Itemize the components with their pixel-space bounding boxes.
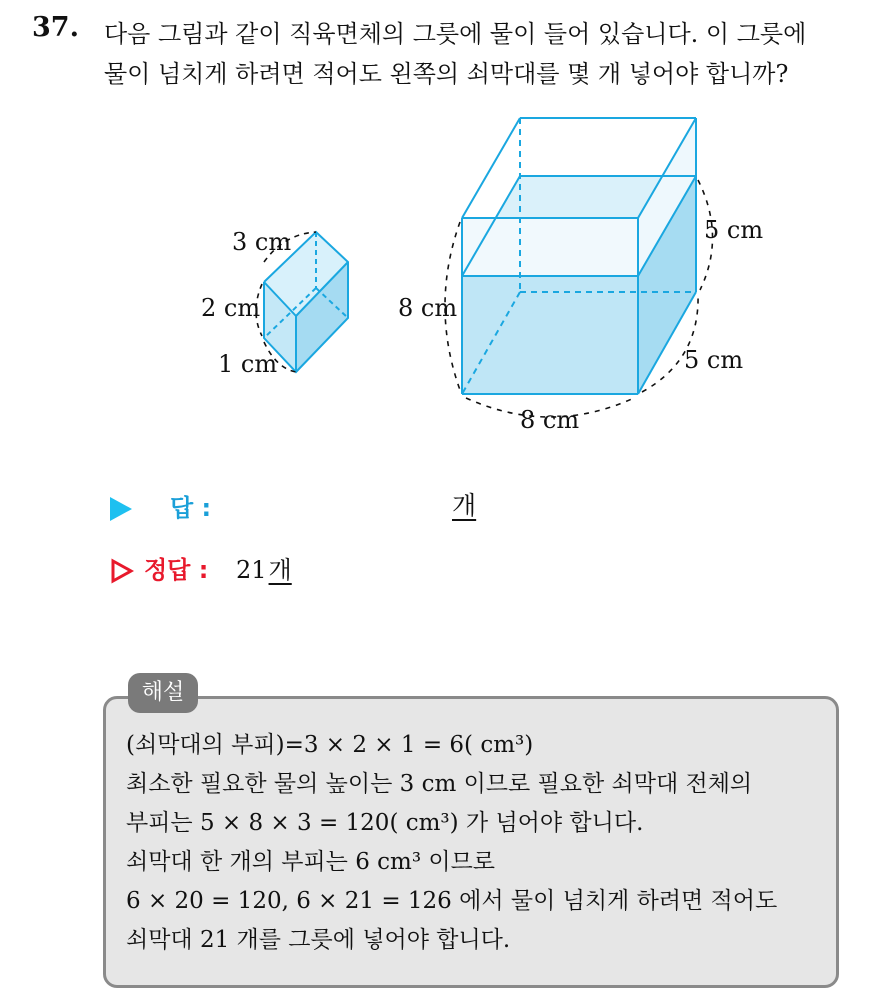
container-empty-front [462, 218, 638, 276]
correct-answer-value [236, 550, 292, 585]
iron-bar-figure [201, 228, 348, 378]
solution-text [126, 726, 777, 960]
answer-label: 답 : [170, 494, 212, 522]
container-label-height: 8 cm [398, 294, 458, 322]
container-label-gap: 5 cm [704, 216, 764, 244]
solution-line: 쇠막대 한 개의 부피는 6 cm³ 이므로 [126, 849, 496, 875]
correct-answer-row [110, 550, 208, 585]
bar-label-3cm: 3 cm [232, 228, 292, 256]
water-front-face [462, 276, 638, 394]
answer-unit: 개 [452, 491, 477, 520]
filled-triangle-icon [110, 497, 132, 521]
container-label-depth: 5 cm [684, 346, 744, 374]
answer-row [110, 488, 211, 523]
question-line-1: 다음 그림과 같이 직육면체의 그릇에 물이 들어 있습니다. 이 그릇에 [104, 20, 807, 48]
figure [0, 0, 884, 480]
bar-label-2cm: 2 cm [201, 294, 261, 322]
correct-answer-number: 21 [236, 556, 267, 584]
solution-line: 쇠막대 21 개를 그릇에 넣어야 합니다. [126, 927, 511, 953]
question-number: 37. [32, 12, 79, 43]
solution-line: 최소한 필요한 물의 높이는 3 cm 이므로 필요한 쇠막대 전체의 [126, 771, 753, 797]
solution-line: 6 × 20 = 120, 6 × 21 = 126 에서 물이 넘치게 하려면 적어도 [126, 888, 778, 914]
correct-answer-label: 정답 : [144, 556, 209, 584]
solution-tag: 해설 [128, 673, 198, 713]
question-line-2: 물이 넘치게 하려면 적어도 왼쪽의 쇠막대를 몇 개 넣어야 합니까? [104, 60, 789, 88]
container-figure [398, 118, 763, 434]
correct-answer-unit: 개 [268, 556, 292, 584]
outline-triangle-icon [110, 558, 134, 584]
bar-label-1cm: 1 cm [218, 350, 278, 378]
solution-line: (쇠막대의 부피)=3 × 2 × 1 = 6( cm³) [126, 732, 534, 758]
container-label-width: 8 cm [520, 406, 580, 434]
solution-line: 부피는 5 × 8 × 3 = 120( cm³) 가 넘어야 합니다. [126, 810, 644, 836]
